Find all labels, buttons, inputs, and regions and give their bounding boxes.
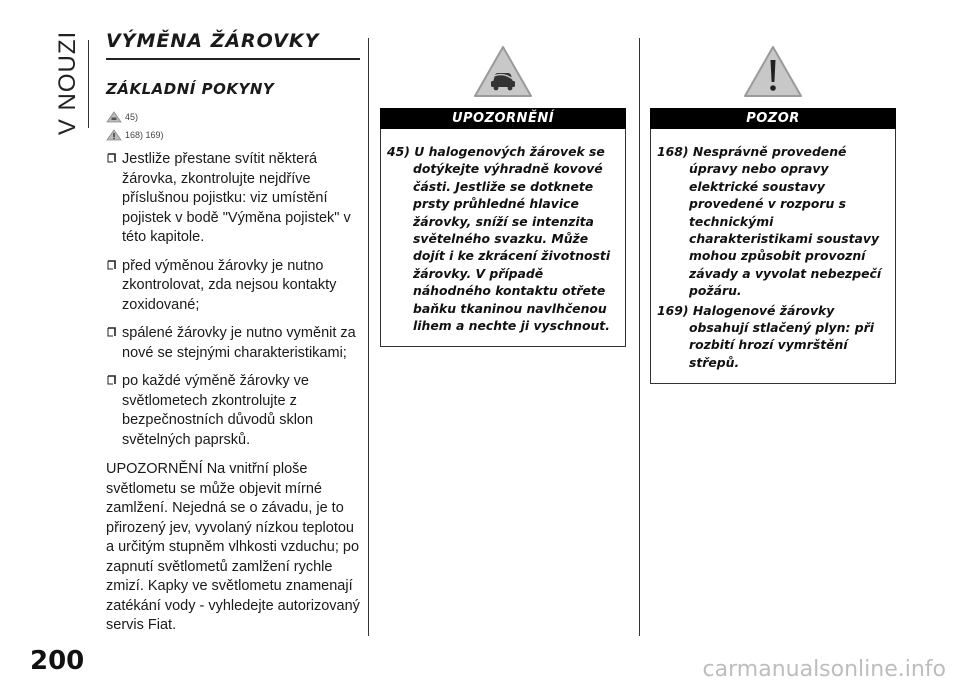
list-item — [106, 257, 360, 316]
car-caution-small-icon — [106, 111, 122, 123]
ref-caution — [106, 108, 360, 126]
warning-box-body — [650, 129, 896, 384]
warning-exclamation-icon — [742, 44, 804, 100]
column-divider — [368, 38, 369, 636]
caution-item — [387, 143, 619, 334]
caution-box-body — [380, 129, 626, 347]
checkbox-bullet-icon — [106, 372, 118, 388]
warning-box-header: POZOR — [650, 108, 896, 129]
ref-warning-text: 168) 169) — [125, 130, 164, 140]
list-item-text: před výměnou žárovky je nutno zkontrolovat, zda nejsou kontakty zoxidované; — [122, 257, 337, 313]
column-divider — [639, 38, 640, 636]
caution-box-header: UPOZORNĚNÍ — [380, 108, 626, 129]
list-item-text: Jestliže přestane svítit některá žárovka, zkontrolujte nejdříve příslušnou pojistku: viz umístění pojistek v bodě "Výměna pojistek" v této kapitole. — [122, 151, 351, 245]
watermark-text: carmanualsonline.info — [702, 657, 946, 682]
reference-marks — [106, 108, 360, 144]
instruction-list — [106, 150, 360, 450]
section-tab — [52, 28, 84, 138]
caution-item-number: 45) — [387, 144, 410, 159]
list-item-text: spálené žárovky je nutno vyměnit za nové se stejnými charakteristikami; — [122, 325, 356, 361]
list-item — [106, 372, 360, 450]
list-item — [106, 150, 360, 248]
section-tab-label: V NOUZI — [54, 30, 81, 136]
warning-small-icon — [106, 129, 122, 141]
section-subtitle: ZÁKLADNÍ POKYNY — [106, 80, 275, 98]
list-item — [106, 324, 360, 363]
car-caution-icon — [472, 44, 534, 100]
section-tab-rule — [88, 40, 89, 128]
warning-item-text: Nesprávně provedené úpravy nebo opravy elektrické soustavy provedené v rozporu s technickými charakteristikami soustavy mohou způsobit provozní závady a vyvolat nebezpečí požáru. — [689, 144, 882, 299]
main-column — [106, 30, 360, 636]
warning-item-number: 169) — [657, 302, 689, 318]
caution-item-text: U halogenových žárovek se dotýkejte výhradně kovové části. Jestliže se dotknete prsty průhledné hlavice žárovky, sníží se intenzita světelného svazku. Může dojít i ke zkrácení životnosti žárovky. V případě náhodného kontaktu otřete baňku tkaninou navlhčenou lihem a nechte ji vyschnout. — [413, 144, 611, 334]
warning-item — [657, 302, 889, 372]
note-paragraph: UPOZORNĚNÍ Na vnitřní ploše světlometu se může objevit mírné zamlžení. Nejedná se o závadu, je to přirozený jev, vyvolaný nízkou teplotou a určitým stupněm vlhkosti vzduchu; po zapnutí světlometů zamlžení rychle zmizí. Kapky ve světlometu znamenají zatékání vody - vyhledejte autorizovaný servis Fiat. — [106, 461, 360, 633]
warning-item — [657, 143, 889, 300]
ref-caution-text: 45) — [125, 112, 139, 122]
ref-warning — [106, 126, 360, 144]
list-item-text: po každé výměně žárovky ve světlometech zkontrolujte z bezpečnostních důvodů sklon světelných paprsků. — [122, 373, 314, 448]
page-title: VÝMĚNA ŽÁROVKY — [106, 30, 360, 60]
warning-box — [650, 40, 896, 384]
caution-box — [380, 40, 626, 347]
warning-item-text: Halogenové žárovky obsahují stlačený plyn: při rozbití hrozí vymrštění střepů. — [689, 302, 874, 370]
page-number: 200 — [30, 646, 85, 676]
warning-item-number: 168) — [657, 144, 689, 159]
checkbox-bullet-icon — [106, 150, 118, 166]
checkbox-bullet-icon — [106, 324, 118, 340]
checkbox-bullet-icon — [106, 257, 118, 273]
